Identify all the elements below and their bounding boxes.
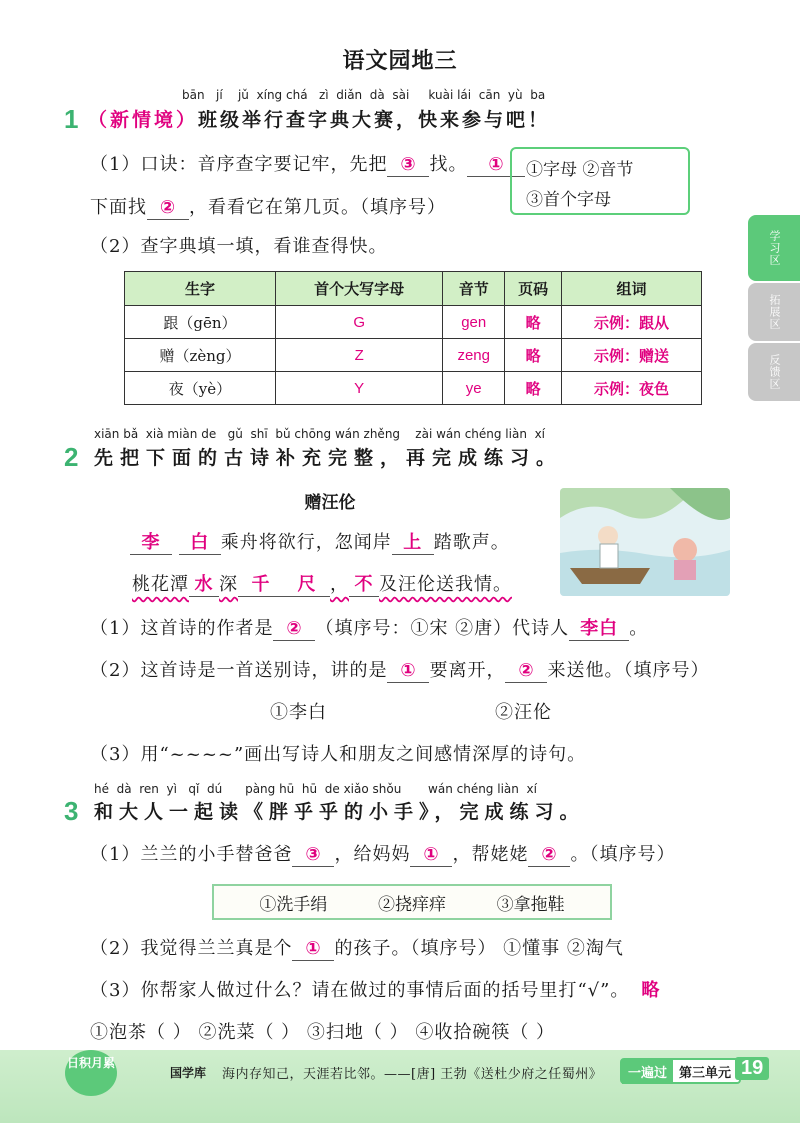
wavy-line-mark: ~~~~ xyxy=(169,744,234,765)
poem-answer-bu[interactable]: 不 xyxy=(349,574,379,597)
q1-answer-1[interactable]: ③ xyxy=(387,154,429,177)
tab-extension-zone[interactable]: 拓展区 xyxy=(748,283,800,341)
question-number-2: 2 xyxy=(64,442,79,472)
q2-pinyin: xiān bǎ xià miàn de gǔ shī bǔ chōng wán zhěng zài wán chéng liàn xí xyxy=(94,427,546,441)
dictionary-table xyxy=(124,271,702,405)
q3-text: 和大人一起读《胖乎乎的小手》，完成练习。 xyxy=(94,801,585,823)
q2-sub2: （2）这首诗是一首送别诗，讲的是 ① 要离开， ② 来送他。（填序号） xyxy=(90,660,710,681)
q3-sub1-answer-3[interactable]: ② xyxy=(528,844,570,867)
poem-line-1: 李 白 乘舟将欲行，忽闻岸 上 踏歌声。 xyxy=(130,528,510,555)
q1-part2: （2）查字典填一填，看谁查得快。 xyxy=(90,236,388,257)
q1-title xyxy=(88,105,550,132)
q1-hint-box: ①字母 ②音节 ③首个字母 xyxy=(510,147,690,215)
q2-sub1-answer-1[interactable]: ② xyxy=(273,618,315,641)
tab-study-zone[interactable]: 学习区 xyxy=(748,215,800,281)
page-number: 19 xyxy=(735,1057,769,1080)
q1-answer-3[interactable]: ② xyxy=(147,197,189,220)
boat-scene-image xyxy=(560,488,730,596)
footer-label: 国学库 xyxy=(170,1066,207,1080)
q3-chores: ①泡茶（ ） ②洗菜（ ） ③扫地（ ） ④收拾碗筷（ ） xyxy=(90,1022,556,1043)
poem-line-2: 桃花潭 水 深 千 尺 ， 不 及汪伦送我情。 xyxy=(132,574,512,595)
q2-sub1: （1）这首诗的作者是 ② （填序号：①宋 ②唐）代诗人 李白 。 xyxy=(90,618,649,639)
q3-sub2: （2）我觉得兰兰真是个 ① 的孩子。（填序号） ①懂事 ②淘气 xyxy=(90,938,624,959)
q1-part1-line1: （1）口诀：音序查字要记牢，先把 ③ 找。 ① xyxy=(90,150,525,177)
poem-answer-shui[interactable]: 水 xyxy=(189,574,219,597)
q3-sub3-answer: 略 xyxy=(641,980,661,1001)
q3-sub2-answer[interactable]: ① xyxy=(292,938,334,961)
q2-option-2: ②汪伦 xyxy=(495,702,552,723)
poem-illustration xyxy=(560,488,730,596)
poem-answer-chi[interactable]: 尺 xyxy=(284,574,330,597)
poem-answer-li[interactable]: 李 xyxy=(130,532,172,555)
q1-text: 班级举行查字典大赛，快来参与吧！ xyxy=(198,109,551,131)
footer-quote: 海内存知己，天涯若比邻。——[唐] 王勃《送杜少府之任蜀州》 xyxy=(222,1067,603,1082)
side-tabs xyxy=(748,215,800,403)
q2-sub2-answer-2[interactable]: ② xyxy=(505,660,547,683)
brand-logo: 一遍过 xyxy=(622,1059,673,1084)
tab-feedback-zone[interactable]: 反馈区 xyxy=(748,343,800,401)
question-number-1: 1 xyxy=(64,104,79,134)
q2-sub1-answer-2[interactable]: 李白 xyxy=(569,618,629,641)
q2-option-1: ①李白 xyxy=(270,702,327,723)
q3-sub1-answer-2[interactable]: ① xyxy=(410,844,452,867)
poem-answer-qian[interactable]: 千 xyxy=(238,574,284,597)
unit-label: 一遍过 第三单元 xyxy=(620,1058,741,1084)
q2-sub3: （3）用“~~~~”画出写诗人和朋友之间感情深厚的诗句。 xyxy=(90,744,587,765)
new-scenario-tag: （新情境） xyxy=(88,109,199,131)
q3-pinyin: hé dà ren yì qǐ dú pàng hū hū de xiǎo shǒu wán chéng liàn xí xyxy=(94,782,537,796)
q3-sub3: （3）你帮家人做过什么？请在做过的事情后面的括号里打“√”。 略 xyxy=(90,980,661,1001)
daily-accumulation-badge: 日积月累 xyxy=(65,1050,117,1096)
poem-answer-shang[interactable]: 上 xyxy=(392,532,434,555)
q1-pinyin: bān jí jǔ xíng chá zì diǎn dà sài kuài lái cān yù ba xyxy=(182,88,546,102)
page-title: 语文园地三 xyxy=(342,49,458,74)
table-header-row: 生字 首个大写字母 音节 页码 组词 xyxy=(125,272,702,306)
q3-sub1-answer-1[interactable]: ③ xyxy=(292,844,334,867)
poem-title: 赠汪伦 xyxy=(304,493,356,513)
q1-part1-line2: 下面找 ② ，看看它在第几页。（填序号） xyxy=(90,197,446,218)
q3-options-box: ①洗手绢 ②挠痒痒 ③拿拖鞋 xyxy=(212,884,612,920)
q3-sub1: （1）兰兰的小手替爸爸 ③ ，给妈妈 ① ，帮姥姥 ② 。（填序号） xyxy=(90,844,676,865)
q2-text: 先把下面的古诗补充完整，再完成练习。 xyxy=(94,447,563,469)
q1-answer-2[interactable]: ① xyxy=(467,154,525,177)
table-row: 跟（gēn） G gen 略 示例：跟从 xyxy=(125,306,702,339)
q2-sub2-answer-1[interactable]: ① xyxy=(387,660,429,683)
question-number-3: 3 xyxy=(64,796,79,826)
table-row: 夜（yè） Y ye 略 示例：夜色 xyxy=(125,372,702,405)
table-row: 赠（zèng） Z zeng 略 示例：赠送 xyxy=(125,339,702,372)
poem-answer-bai[interactable]: 白 xyxy=(179,532,221,555)
